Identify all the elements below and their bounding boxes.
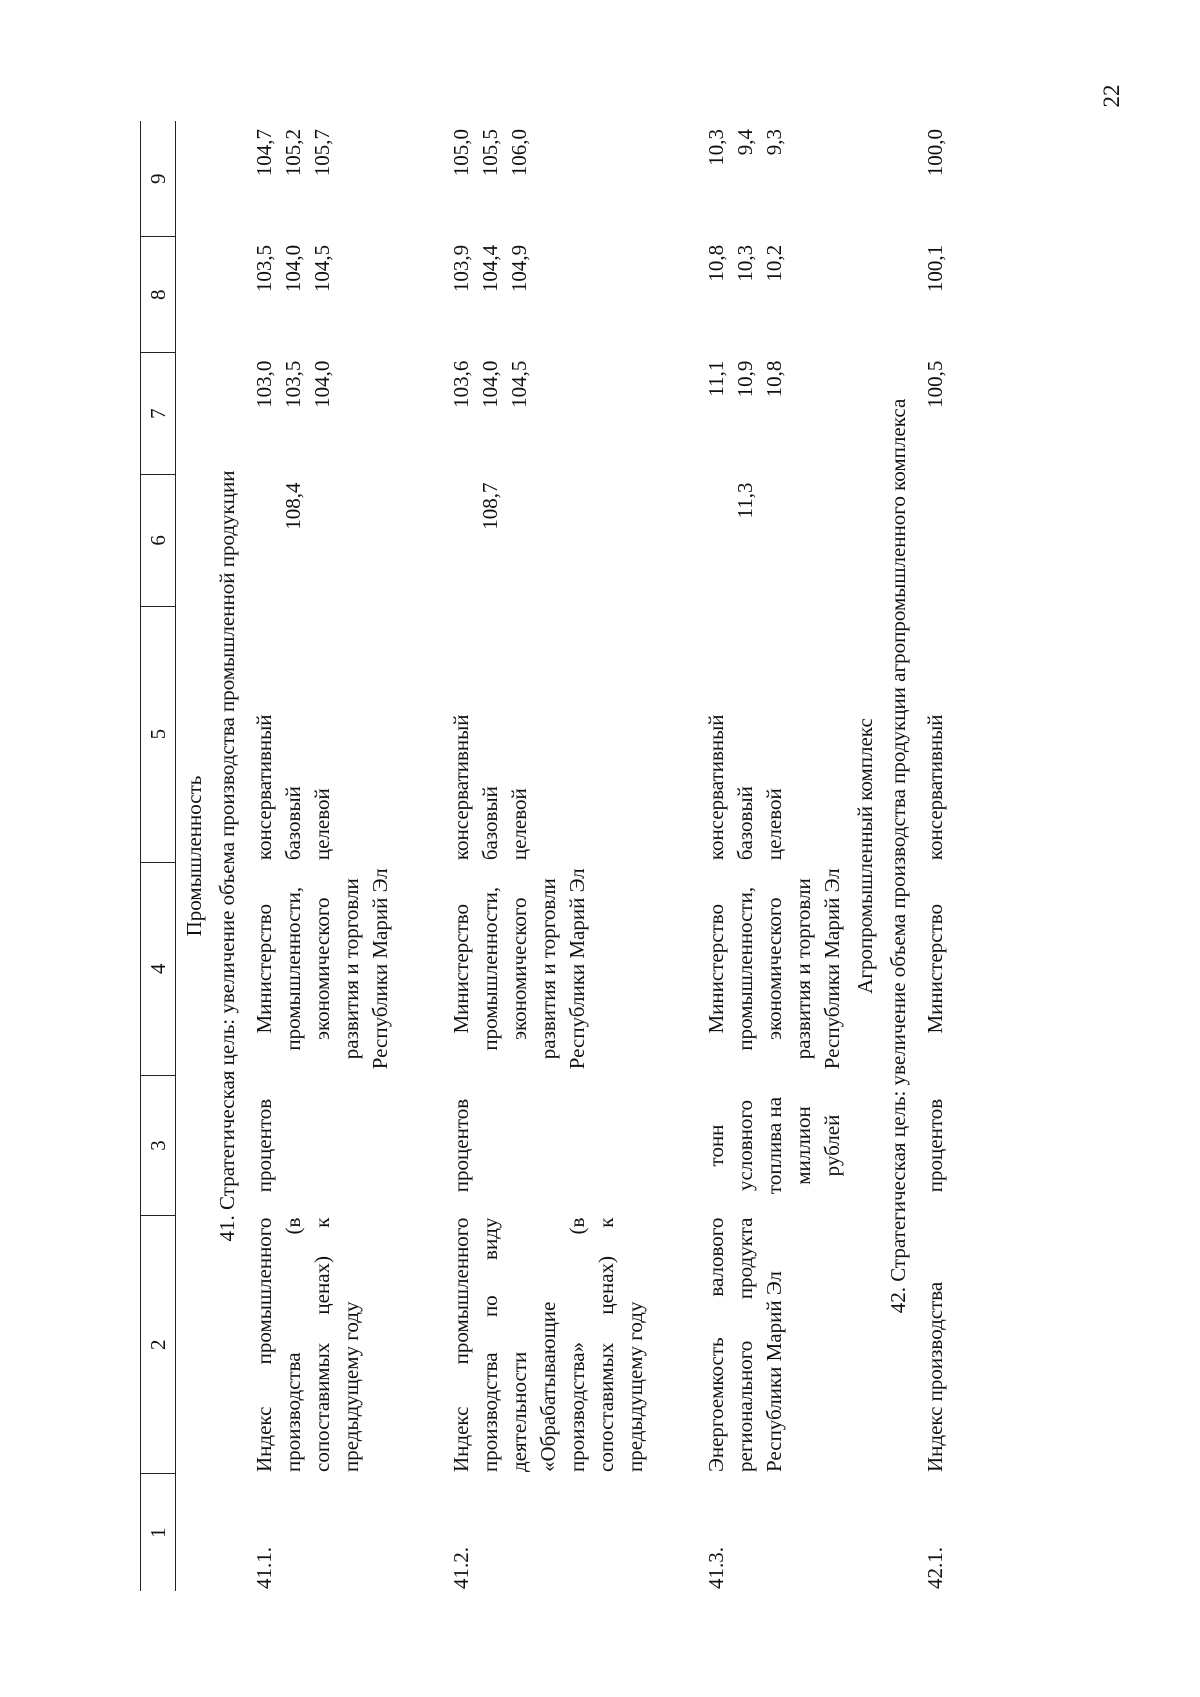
value: 11,1 — [704, 360, 728, 397]
column-number: 7 — [141, 353, 176, 475]
scenario-list — [250, 606, 395, 862]
indicator-name: Энергоемкость валового регионального продукта Республики Марий Эл — [704, 1217, 786, 1472]
indicator-name: Индекс производства — [923, 1281, 947, 1472]
value: 104,4 — [478, 244, 502, 293]
value-col9 — [702, 121, 847, 237]
section-title: Агропромышленный комплекс — [853, 718, 877, 994]
table-row — [447, 121, 650, 1591]
value-col9 — [921, 121, 950, 237]
value-col7 — [702, 353, 847, 475]
scenario-list — [702, 606, 847, 862]
scenario: базовый — [733, 786, 757, 861]
strategic-goal: 42. Стратегическая цель: увеличение объема производства продукции агропромышленного комплекса — [886, 398, 910, 1314]
value: 100,1 — [923, 244, 947, 293]
column-number: 6 — [141, 475, 176, 607]
responsible-body: Министерство промышленности, экономического развития и торговли Республики Марий Эл — [449, 868, 589, 1070]
scenario: консервативный — [449, 714, 473, 861]
value-col8 — [250, 237, 395, 353]
value-col8 — [447, 237, 650, 353]
base-value — [921, 483, 950, 605]
value: 100,5 — [923, 360, 947, 408]
value: 105,2 — [281, 129, 305, 177]
value: 106,0 — [507, 129, 531, 177]
row-index: 41.3. — [704, 1547, 728, 1589]
value: 103,5 — [252, 244, 276, 293]
scenario: базовый — [478, 786, 502, 861]
scenario-list — [921, 606, 950, 862]
value-col9 — [250, 121, 395, 237]
value-col7 — [447, 353, 650, 475]
unit: процентов — [923, 1098, 947, 1193]
value: 104,5 — [310, 244, 334, 293]
scenario: консервативный — [704, 714, 728, 861]
column-number: 2 — [141, 1216, 176, 1474]
base-value-cell — [702, 475, 847, 607]
column-number: 4 — [141, 862, 176, 1075]
value: 10,9 — [733, 360, 757, 398]
value: 104,7 — [252, 129, 276, 177]
indicator-table — [140, 121, 950, 1591]
scenario: целевой — [310, 788, 334, 861]
value-col8 — [702, 237, 847, 353]
column-number-row — [141, 121, 176, 1591]
base-value: 108,7 — [478, 482, 502, 530]
row-index: 42.1. — [923, 1547, 947, 1589]
value: 103,5 — [281, 360, 305, 408]
base-value: 108,4 — [281, 482, 305, 530]
indicator-table-sheet — [140, 121, 1060, 1591]
base-value-cell — [447, 475, 650, 607]
value-col9 — [447, 121, 650, 237]
scenario: целевой — [507, 788, 531, 861]
scenario-list — [447, 606, 650, 862]
value-col7 — [250, 353, 395, 475]
value: 104,9 — [507, 244, 531, 293]
value: 103,0 — [252, 360, 276, 408]
page-number: 22 — [1099, 84, 1124, 108]
value: 104,0 — [281, 244, 305, 293]
value-col8 — [921, 237, 950, 353]
value: 10,2 — [762, 244, 786, 282]
column-number: 5 — [141, 606, 176, 862]
responsible-body: Министерство промышленности, экономического развития и торговли Республики Марий Эл — [252, 868, 392, 1070]
row-index: 41.2. — [449, 1547, 473, 1589]
value: 105,0 — [449, 129, 473, 177]
value: 10,8 — [704, 244, 728, 282]
table-row — [250, 121, 395, 1591]
value: 105,5 — [478, 129, 502, 177]
responsible-body: Министерство промышленности, экономического развития и торговли Республики Марий Эл — [704, 868, 844, 1070]
scenario: консервативный — [923, 714, 947, 861]
base-value-cell — [921, 475, 950, 607]
row-index: 41.1. — [252, 1547, 276, 1589]
value: 10,3 — [733, 244, 757, 282]
value: 104,0 — [310, 360, 334, 408]
column-number: 3 — [141, 1075, 176, 1215]
strategic-goal: 41. Стратегическая цель: увеличение объема производства промышленной продукции — [215, 470, 239, 1242]
section-title: Промышленность — [182, 775, 206, 937]
section-title-row — [176, 121, 212, 1591]
value: 103,6 — [449, 360, 473, 408]
value: 100,0 — [923, 129, 947, 177]
value: 103,9 — [449, 244, 473, 293]
scenario: целевой — [762, 788, 786, 861]
base-value: 11,3 — [733, 482, 757, 519]
value: 104,5 — [507, 360, 531, 408]
value: 9,4 — [733, 129, 757, 156]
value: 104,0 — [478, 360, 502, 408]
value: 9,3 — [762, 129, 786, 156]
value: 105,7 — [310, 129, 334, 177]
unit: тонн условного топлива на миллион рублей — [704, 1096, 844, 1195]
table-row — [702, 121, 847, 1591]
indicator-name: Индекс промышленного производства (в сопоставимых ценах) к предыдущему году — [252, 1217, 363, 1472]
responsible-body: Министерство — [923, 904, 947, 1034]
section-title-row — [847, 121, 882, 1591]
table-row — [921, 121, 950, 1591]
unit: процентов — [252, 1098, 276, 1193]
scenario: консервативный — [252, 714, 276, 861]
column-number: 1 — [141, 1474, 176, 1591]
scenario: базовый — [281, 786, 305, 861]
indicator-name: Индекс промышленного производства по виду деятельности «Обрабатывающие производства» (в сопоставимых ценах) к предыдущему году — [449, 1217, 647, 1472]
value-col7 — [921, 353, 950, 475]
column-number: 8 — [141, 237, 176, 353]
unit: процентов — [449, 1098, 473, 1193]
strategic-goal-row — [882, 121, 921, 1591]
strategic-goal-row — [211, 121, 250, 1591]
value: 10,8 — [762, 360, 786, 398]
column-number: 9 — [141, 121, 176, 237]
value: 10,3 — [704, 129, 728, 166]
base-value-cell — [250, 475, 395, 607]
